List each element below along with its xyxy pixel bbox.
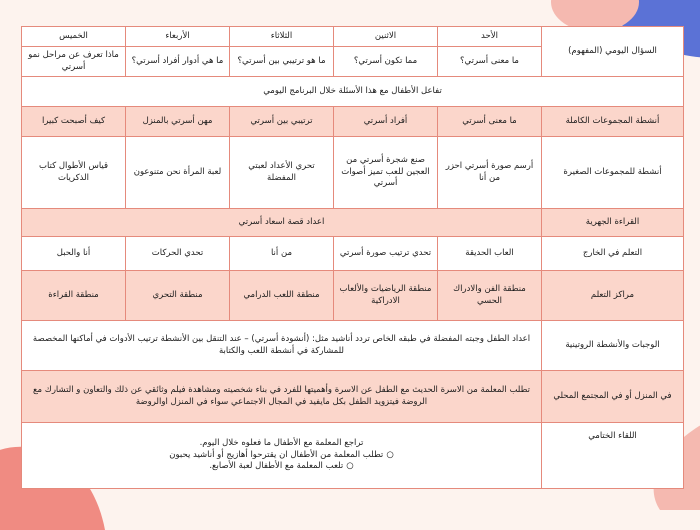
whole-group-wednesday: مهن أسرتي بالمنزل [126, 107, 230, 137]
outdoor-monday: تحدي ترتيب صورة أسرتي [334, 237, 438, 271]
center-sunday: منطقة الفن والادراك الحسي [438, 271, 542, 321]
interaction-row [22, 77, 684, 107]
outdoor-sunday: العاب الحديقة [438, 237, 542, 271]
daily-question-wednesday: ما هي أدوار أفراد أسرتي؟ [126, 47, 230, 77]
meals-row [22, 321, 684, 371]
reading-text: اعداد قصة اسعاد أسرتي [22, 209, 542, 237]
days-row [22, 27, 684, 47]
interaction-text: تفاعل الأطفال مع هذا الأسئلة خلال البرنامج اليومي [22, 77, 684, 107]
bullet-icon: ○ [386, 449, 394, 460]
bullet-icon: ○ [346, 461, 354, 472]
closing-item [26, 450, 537, 461]
center-monday: منطقة الرياضيات والألعاب الادراكية [334, 271, 438, 321]
small-group-sunday: أرسم صورة أسرتي احزر من أنا [438, 137, 542, 209]
home-row [22, 371, 684, 423]
centers-label: مراكز التعلم [542, 271, 684, 321]
day-tuesday: الثلاثاء [230, 27, 334, 47]
reading-row [22, 209, 684, 237]
center-thursday: منطقة القراءة [22, 271, 126, 321]
outdoor-wednesday: تحدي الحركات [126, 237, 230, 271]
reading-label: القراءة الجهرية [542, 209, 684, 237]
day-sunday: الأحد [438, 27, 542, 47]
home-label: في المنزل أو في المجتمع المحلي [542, 371, 684, 423]
daily-question-thursday: ماذا تعرف عن مراحل نمو أسرتي [22, 47, 126, 77]
closing-item [26, 461, 537, 472]
whole-group-thursday: كيف أصبحت كبيرا [22, 107, 126, 137]
closing-item-text: تطلب المعلمة من الأطفال ان يقترحوا أهازيج أو أناشيد يحبون [169, 449, 384, 460]
meals-label: الوجبات والأنشطة الروتينية [542, 321, 684, 371]
whole-group-monday: أفراد أسرتي [334, 107, 438, 137]
small-group-row [22, 137, 684, 209]
closing-row [22, 423, 684, 489]
outdoor-tuesday: من أنا [230, 237, 334, 271]
closing-label: اللقاء الختامي [542, 423, 684, 489]
meals-text: اعداد الطفل وجبته المفضلة في طبقه الخاص تردد أناشيد مثل: (أنشودة أسرتي) – عند التنقل بين الأنشطة ترتيب الأدوات في أماكنها المخصصة للمشاركة في أنشطة اللعب والكتابة [22, 321, 542, 371]
outdoor-label: التعلم في الخارج [542, 237, 684, 271]
daily-question-label: السؤال اليومي (المفهوم) [542, 27, 684, 77]
daily-question-monday: مما تكون أسرتي؟ [334, 47, 438, 77]
small-group-tuesday: تحري الأعداد لعبتي المفضلة [230, 137, 334, 209]
whole-group-label: أنشطة المجموعات الكاملة [542, 107, 684, 137]
day-monday: الاثنين [334, 27, 438, 47]
daily-question-tuesday: ما هو ترتيبي بين أسرتي؟ [230, 47, 334, 77]
center-tuesday: منطقة اللعب الدرامي [230, 271, 334, 321]
day-thursday: الخميس [22, 27, 126, 47]
weekly-plan-table [21, 26, 684, 489]
day-wednesday: الأربعاء [126, 27, 230, 47]
home-text: تطلب المعلمة من الاسرة الحديث مع الطفل عن الاسرة وأهميتها للفرد في بناء شخصيته ومشاهدة فيلم وثائقي عن ذلك والتعاون و التشارك مع الروضة فيتزويد الطفل بكل مايفيد في المجال الاجتماعي سواء في المنزل اوالروضة [22, 371, 542, 423]
small-group-thursday: قياس الأطوال كتاب الذكريات [22, 137, 126, 209]
small-group-label: أنشطة للمجموعات الصغيرة [542, 137, 684, 209]
outdoor-row [22, 237, 684, 271]
center-wednesday: منطقة التحري [126, 271, 230, 321]
centers-row [22, 271, 684, 321]
whole-group-sunday: ما معنى أسرتي [438, 107, 542, 137]
closing-item-text: تلعب المعلمة مع الأطفال لعبة الأصابع. [209, 461, 344, 472]
closing-intro: تراجع المعلمة مع الأطفال ما فعلوه خلال اليوم. [199, 438, 364, 449]
small-group-monday: صنع شجرة أسرتي من العجين للعب تميز أصوات أسرتي [334, 137, 438, 209]
whole-group-tuesday: ترتيبي بين أسرتي [230, 107, 334, 137]
daily-question-sunday: ما معنى أسرتي؟ [438, 47, 542, 77]
outdoor-thursday: أنا والحبل [22, 237, 126, 271]
whole-group-row [22, 107, 684, 137]
closing-content [22, 423, 542, 489]
small-group-wednesday: لعبة المرأة نحن متنوعون [126, 137, 230, 209]
